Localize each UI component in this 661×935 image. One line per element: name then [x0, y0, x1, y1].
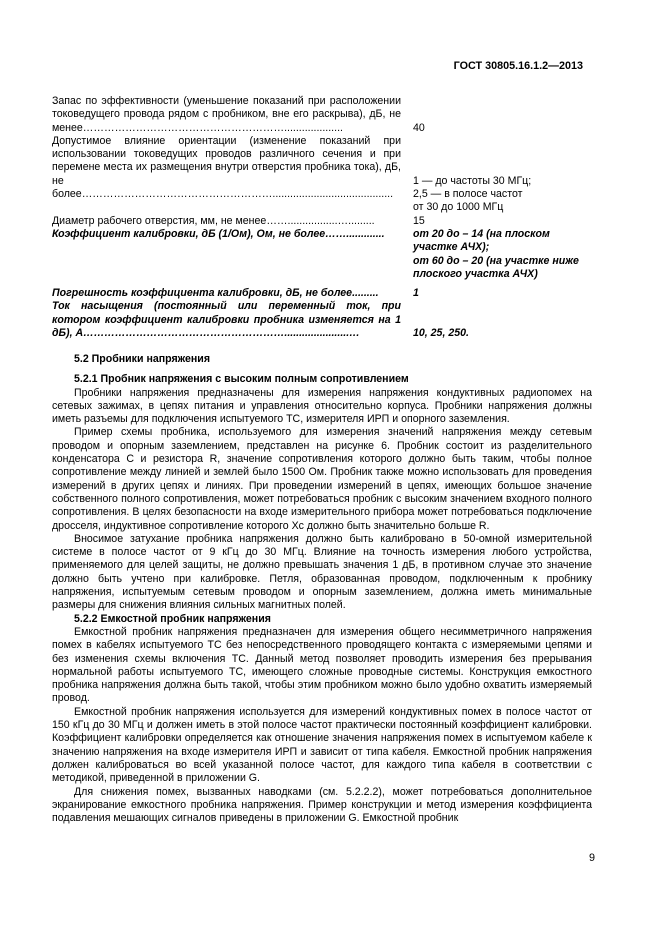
- spec-label: Допустимое влияние ориентации (изменение показаний при использовании токоведущих проводов различного сечения и при перемене места их размещения внутри отверстия пробника тока), дБ, не более……………………………………………….........................................: [52, 134, 401, 201]
- document-header: ГОСТ 30805.16.1.2—2013: [453, 60, 583, 72]
- spec-row-efficiency: [52, 95, 592, 135]
- spec-value-line: 2,5 — в полосе частот: [413, 188, 523, 201]
- spec-row-diameter: [52, 215, 592, 228]
- paragraph: Емкостной пробник напряжения используется для измерений кондуктивных помех в полосе частот от 150 кГц до 30 МГц и должен иметь в этой полосе частот практически постоянный коэффициент калибровки. Коэффициент калибровки определяется как отношение значения напряжения помех в испытуемом кабеле к значению напряжения на входе измерителя ИРП и зависит от типа кабеля. Емкостной пробник напряжения должен калиброваться во всей указанной полосе частот, для каждого типа кабеля в соответствии с методикой, приведенной в приложении G.: [52, 705, 592, 785]
- spec-value: 40: [413, 121, 425, 134]
- spec-value-line: от 30 до 1000 МГц: [413, 201, 504, 214]
- spec-row-calibration: [52, 228, 592, 281]
- spec-value-line: от 60 до – 20 (на участке ниже плоского участка АЧХ): [413, 254, 579, 280]
- paragraph: Емкостной пробник напряжения предназначен для измерения общего несимметричного напряжения помех в кабелях испытуемого ТС без непосредственного проводящего контакта с измеряемыми цепями и без изменения схемы включения ТС. Данный метод позволяет проводить измерения без прерывания нормальной работы испытуемого ТС, имеющего сложные проводные системы. Конструкция емкостного пробника напряжения должна быть такой, чтобы этим пробником можно было удобно охватить измеряемый провод.: [52, 625, 592, 705]
- spec-row-saturation: [52, 300, 592, 340]
- section-heading-5-2: 5.2 Пробники напряжения: [74, 353, 210, 365]
- spec-value: 15: [413, 214, 425, 227]
- spec-value: 10, 25, 250.: [413, 327, 469, 340]
- spec-row-orientation: [52, 135, 592, 215]
- spec-label: Коэффициент калибровки, дБ (1/Ом), Ом, не более…….............: [52, 227, 385, 240]
- spec-label: Диаметр рабочего отверстия, мм, не менее…….................….........: [52, 214, 375, 227]
- spec-label: Погрешность коэффициента калибровки, дБ, не более.........: [52, 287, 379, 300]
- section-heading-5-2-1: 5.2.1 Пробник напряжения с высоким полным сопротивлением: [74, 373, 409, 386]
- page-number: 9: [588, 852, 595, 864]
- spec-table: [52, 95, 592, 340]
- paragraph: Пробники напряжения предназначены для измерения напряжения кондуктивных радиопомех на сетевых зажимах, в цепях питания и управления относительно корпуса. Пробники напряжения должны иметь разъемы для подключения испытуемого ТС, измерителя ИРП и опорного заземления.: [52, 386, 592, 426]
- paragraph: Пример схемы пробника, используемого для измерения значений напряжения между сетевым проводом и опорным заземлением, представлен на рисунке 6. Пробник состоит из разделительного конденсатора C и резистора R, значение сопротивления которого должно быть таким, чтобы полное сопротивление между линией и землей было 1500 Ом. Пробник также можно использовать для проведения измерений в других цепях и линиях. При проведении измерений в цепях, имеющих большое значение собственного полного сопротивления, может потребоваться пробник с высоким значением входного полного сопротивления. В целях безопасности на входе измерительного прибора может потребоваться подключение дросселя, индуктивное сопротивление которого Xc должно быть значительно больше R.: [52, 426, 592, 532]
- spec-value: 1: [413, 287, 419, 300]
- spec-row-error: [52, 287, 592, 300]
- paragraph: Вносимое затухание пробника напряжения должно быть калибровано в 50-омной измерительной системе в полосе частот от 9 кГц до 30 МГц. Влияние на точность измерения любого устройства, применяемого для целей защиты, не должно превышать значения 1 дБ, в противном случае это значение должно быть учтено при калибровке. Петля, образованная проводом, подключенным к пробнику напряжения, испытуемым сетевым проводом и опорным заземлением, должна иметь минимальные размеры для снижения влияния сильных магнитных полей.: [52, 532, 592, 612]
- spec-label: Запас по эффективности (уменьшение показаний при расположении токоведущего провода рядом с пробником, вне его раскрыва), дБ, не менее…………………………………………………....................: [52, 95, 401, 134]
- paragraph: Для снижения помех, вызванных наводками (см. 5.2.2.2), может потребоваться дополнительное экранирование емкостного пробника напряжения. Пример конструкции и метод измерения коэффициента подавления мешающих сигналов приведены в приложении G. Емкостной пробник: [52, 785, 592, 825]
- spec-label: Ток насыщения (постоянный или переменный ток, при котором коэффициент калибровки пробника изменяется на 1 дБ), А…………………………………………………......................…: [52, 300, 401, 340]
- section-heading-5-2-2: 5.2.2 Емкостной пробник напряжения: [74, 612, 271, 625]
- body-text: [52, 353, 592, 825]
- spec-value-line: от 20 до – 14 (на плоском участке АЧХ);: [413, 227, 550, 254]
- spec-value-line: 1 — до частоты 30 МГц;: [413, 174, 532, 187]
